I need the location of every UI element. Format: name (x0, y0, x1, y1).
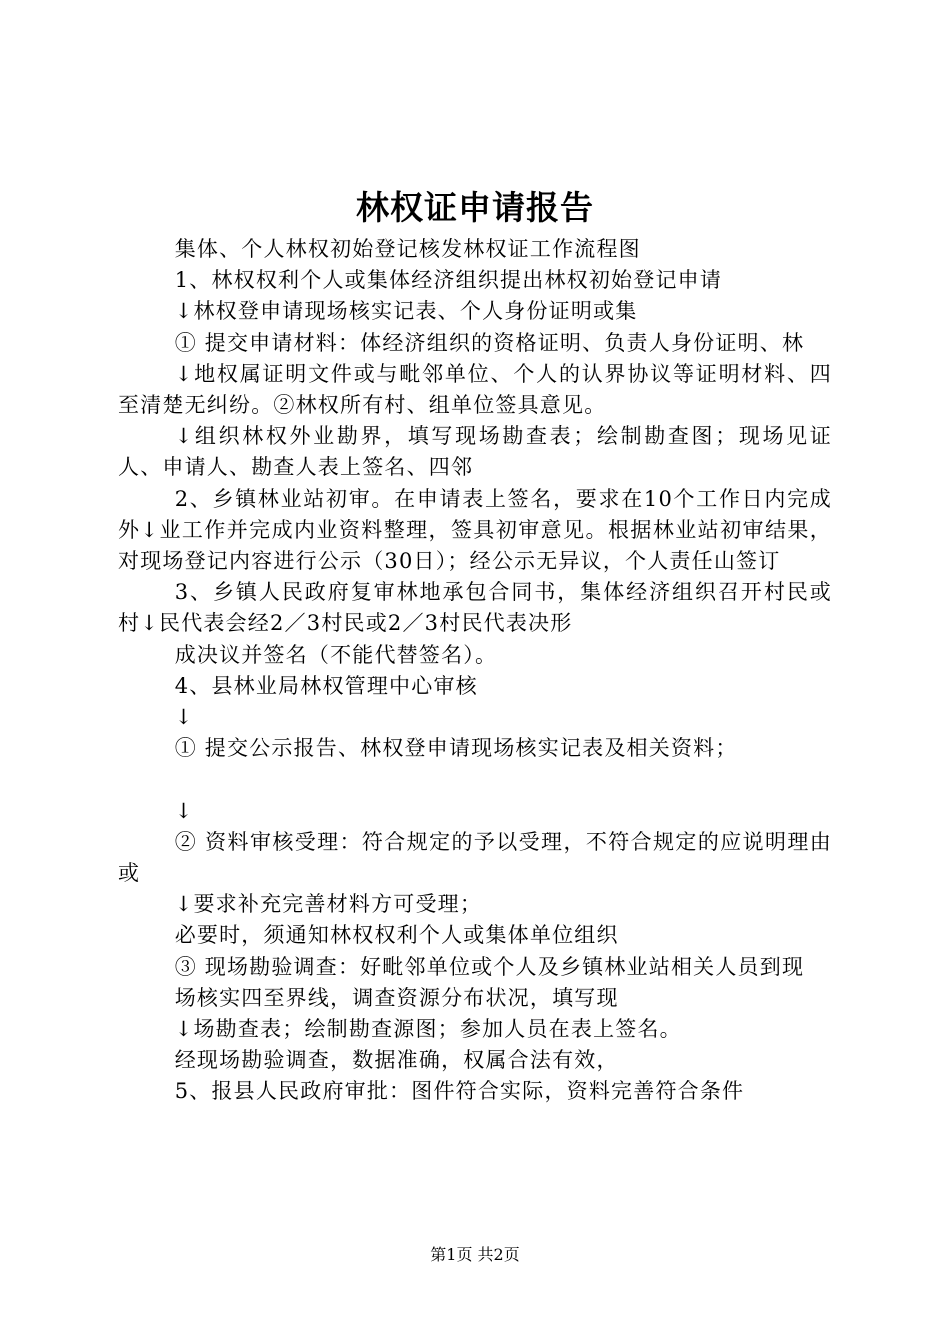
body-paragraph: 必要时，须通知林权权利个人或集体单位组织 (174, 923, 619, 948)
document-title: 林权证申请报告 (356, 188, 594, 227)
body-paragraph: ③ 现场勘验调查：好毗邻单位或个人及乡镇林业站相关人员到现 (174, 954, 805, 979)
flow-arrow: ↓ (174, 705, 194, 730)
body-paragraph: ② 资料审核受理：符合规定的予以受理，不符合规定的应说明理由或 (118, 829, 832, 886)
body-paragraph: 成决议并签名（不能代替签名）。 (174, 642, 498, 667)
blank-line (118, 764, 832, 795)
body-paragraph: ① 提交申请材料：体经济组织的资格证明、负责人身份证明、林 (174, 330, 805, 355)
body-paragraph: 2、乡镇林业站初审。在申请表上签名，要求在10个工作日内完成外↓业工作并完成内业资料整理，签具初审意见。根据林业站初审结果，对现场登记内容进行公示（30日）；经公示无异议，个人责任山签订 (118, 486, 832, 574)
flow-arrow: ↓ (174, 798, 194, 823)
body-paragraph: ↓林权登申请现场核实记表、个人身份证明或集 (174, 299, 638, 324)
body-paragraph: 5、报县人民政府审批：图件符合实际，资料完善符合条件 (174, 1079, 745, 1104)
body-paragraph: ① 提交公示报告、林权登申请现场核实记表及相关资料； (174, 736, 738, 761)
body-paragraph: ↓场勘查表；绘制勘查源图；参加人员在表上签名。 (174, 1017, 682, 1042)
body-paragraph: 3、乡镇人民政府复审林地承包合同书，集体经济组织召开村民或村↓民代表会经2／3村民或2／3村民代表决形 (118, 580, 832, 636)
document-body (118, 234, 832, 1108)
body-paragraph: ↓要求补充完善材料方可受理； (174, 892, 483, 917)
page-number-footer: 第1页 共2页 (430, 1245, 520, 1264)
body-paragraph: 经现场勘验调查，数据准确，权属合法有效， (174, 1048, 619, 1073)
body-paragraph: ↓组织林权外业勘界，填写现场勘查表；绘制勘查图；现场见证人、申请人、勘查人表上签名、四邻 (118, 424, 832, 480)
body-paragraph: 4、县林业局林权管理中心审核 (174, 673, 478, 698)
body-paragraph: 1、林权权利个人或集体经济组织提出林权初始登记申请 (174, 268, 723, 293)
body-paragraph: 集体、个人林权初始登记核发林权证工作流程图 (174, 237, 641, 261)
body-paragraph: ↓地权属证明文件或与毗邻单位、个人的认界协议等证明材料、四至清楚无纠纷。②林权所有村、组单位签具意见。 (118, 361, 832, 418)
body-paragraph: 场核实四至界线，调查资源分布状况，填写现 (174, 985, 619, 1010)
